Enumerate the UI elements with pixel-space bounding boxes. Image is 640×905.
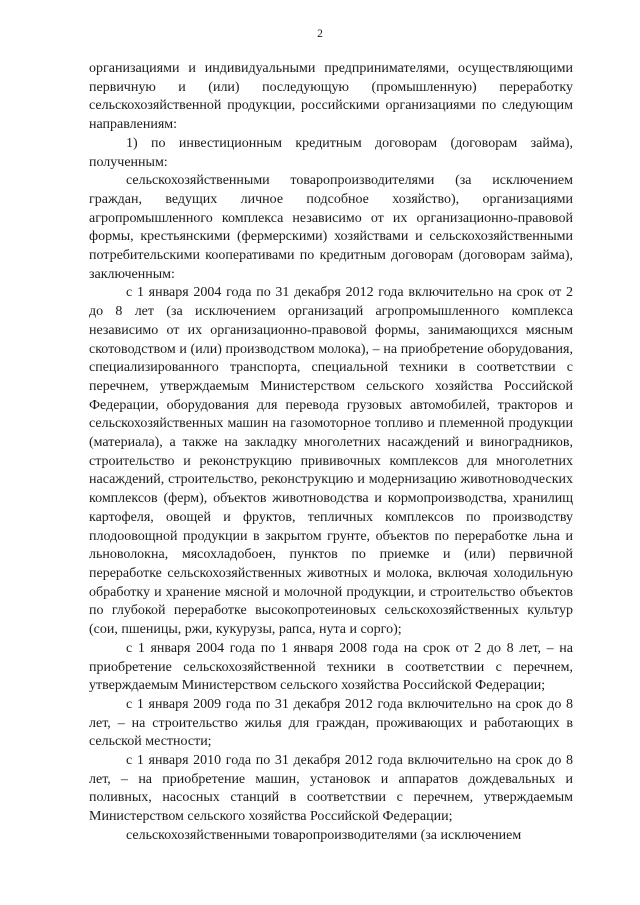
document-body [89,60,573,846]
paragraph-intro-continuation: организациями и индивидуальными предпринимателями, осуществляющими первичную и (или) последующую (промышленную) переработку сельскохозяйственной продукции, российскими организациями по следующим направлениям: [89,61,573,133]
paragraph-2010-2012-irrigation: с 1 января 2010 года по 31 декабря 2012 года включительно на срок до 8 лет, – на приобретение машин, установок и аппаратов дождевальных и поливных, насосных станций в соответствии с перечнем, утверждаемым Министерством сельского хозяйства Российской Федерации; [89,753,573,825]
paragraph-item-1: 1) по инвестиционным кредитным договорам (договорам займа), полученным: [89,135,573,170]
paragraph-2009-2012-housing: с 1 января 2009 года по 31 декабря 2012 года включительно на срок до 8 лет, – на строительство жилья для граждан, проживающих и работающих в сельской местности; [89,696,573,750]
paragraph-producers-clause: сельскохозяйственными товаропроизводителями (за исключением граждан, ведущих личное подсобное хозяйство), организациями агропромышленного комплекса независимо от их организационно-правовой формы, крестьянскими (фермерскими) хозяйствами и сельскохозяйственными потребительскими кооперативами по кредитным договорам (договорам займа), заключенным: [89,173,573,282]
page-number: 2 [317,28,323,40]
paragraph-2004-2012-equipment: с 1 января 2004 года по 31 декабря 2012 года включительно на срок от 2 до 8 лет (за исключением организаций агропромышленного комплекса независимо от их организационно-правовой формы, занимающихся мясным скотоводством и (или) производством молока), – на приобретение оборудования, специализированного транспорта, специальной техники в соответствии с перечнем, утверждаемым Министерством сельского хозяйства Российской Федерации, оборудования для перевода грузовых автомобилей, тракторов и сельскохозяйственных машин на газомоторное топливо и племенной продукции (материала), а также на закладку многолетних насаждений и виноградников, строительство и реконструкцию прививочных комплексов для многолетних насаждений, строительство, реконструкцию и модернизацию животноводческих комплексов (ферм), объектов животноводства и кормопроизводства, хранилищ картофеля, овощей и фруктов, тепличных комплексов по производству плодоовощной продукции в закрытом грунте, объектов по переработке льна и льноволокна, мясохладобоен, пунктов по приемке и (или) первичной переработке сельскохозяйственных животных и молока, включая холодильную обработку и хранение мясной и молочной продукции, и строительство объектов по глубокой переработке высокопротеиновых сельскохозяйственных культур (сои, пшеницы, ржи, кукурузы, рапса, нута и сорго); [89,285,573,638]
paragraph-producers-continued: сельскохозяйственными товаропроизводителями (за исключением [126,827,522,843]
paragraph-2004-2008-machinery: с 1 января 2004 года по 1 января 2008 года на срок от 2 до 8 лет, – на приобретение сельскохозяйственной техники в соответствии с перечнем, утверждаемым Министерством сельского хозяйства Российской Федерации; [89,640,573,694]
